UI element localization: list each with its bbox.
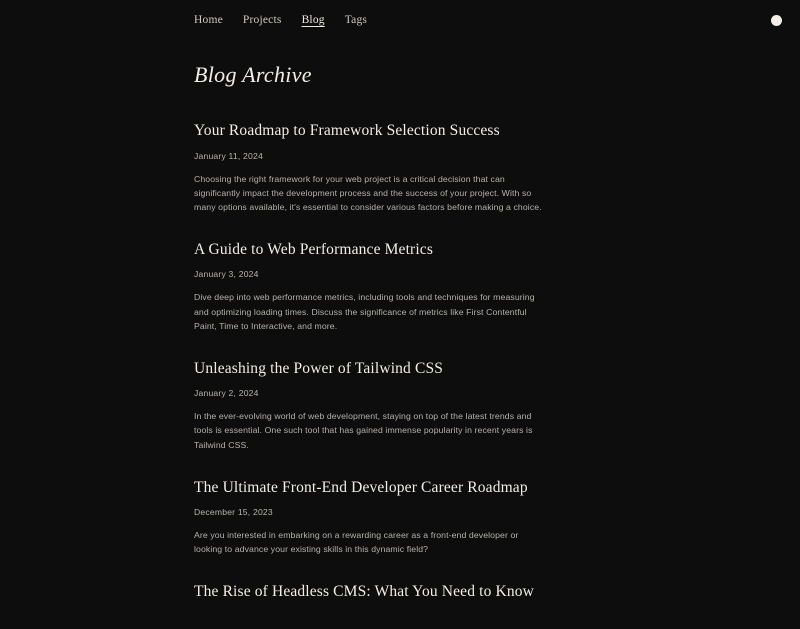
- post-title[interactable]: A Guide to Web Performance Metrics: [194, 240, 434, 258]
- top-navigation: [0, 0, 800, 42]
- nav-item-tags[interactable]: Tags: [344, 14, 368, 27]
- post-list-item: [194, 479, 546, 557]
- post-excerpt: Choosing the right framework for your web project is a critical decision that can significantly impact the development process and the success of your project. With so many options available, it's essential to consider various factors before making a choice.: [194, 173, 542, 212]
- nav-links: [194, 15, 367, 27]
- post-list-item: [194, 583, 546, 602]
- post-list-item: [194, 241, 546, 333]
- post-title[interactable]: Your Roadmap to Framework Selection Success: [194, 122, 500, 139]
- post-excerpt: Are you interested in embarking on a rewarding career as a front-end developer or looking to advance your existing skills in this dynamic field?: [194, 530, 519, 555]
- post-date: December 15, 2023: [194, 507, 273, 518]
- post-title[interactable]: Unleashing the Power of Tailwind CSS: [194, 359, 444, 377]
- post-date: January 11, 2024: [194, 150, 263, 161]
- post-title[interactable]: The Rise of Headless CMS: What You Need to Know: [194, 583, 534, 601]
- post-list-item: [194, 122, 546, 214]
- nav-item-home[interactable]: Home: [194, 14, 223, 27]
- theme-toggle-icon[interactable]: [771, 15, 782, 26]
- post-excerpt: Dive deep into web performance metrics, including tools and techniques for measuring and optimizing loading times. Discuss the significance of metrics like First Contentful Paint, Time to Interactive, and more.: [194, 292, 535, 331]
- post-title[interactable]: The Ultimate Front-End Developer Career Roadmap: [194, 478, 528, 496]
- post-excerpt: In the ever-evolving world of web development, staying on top of the latest trends and tools is essential. One such tool that has gained immense popularity in recent years is Tailwind CSS.: [194, 411, 533, 450]
- archive-content: [194, 62, 546, 629]
- post-date: January 3, 2024: [194, 269, 259, 280]
- nav-item-projects[interactable]: Projects: [242, 14, 282, 27]
- post-date: January 2, 2024: [194, 388, 259, 399]
- page-title: Blog Archive: [194, 62, 312, 87]
- nav-item-blog[interactable]: Blog: [301, 14, 325, 27]
- post-list-item: [194, 360, 546, 452]
